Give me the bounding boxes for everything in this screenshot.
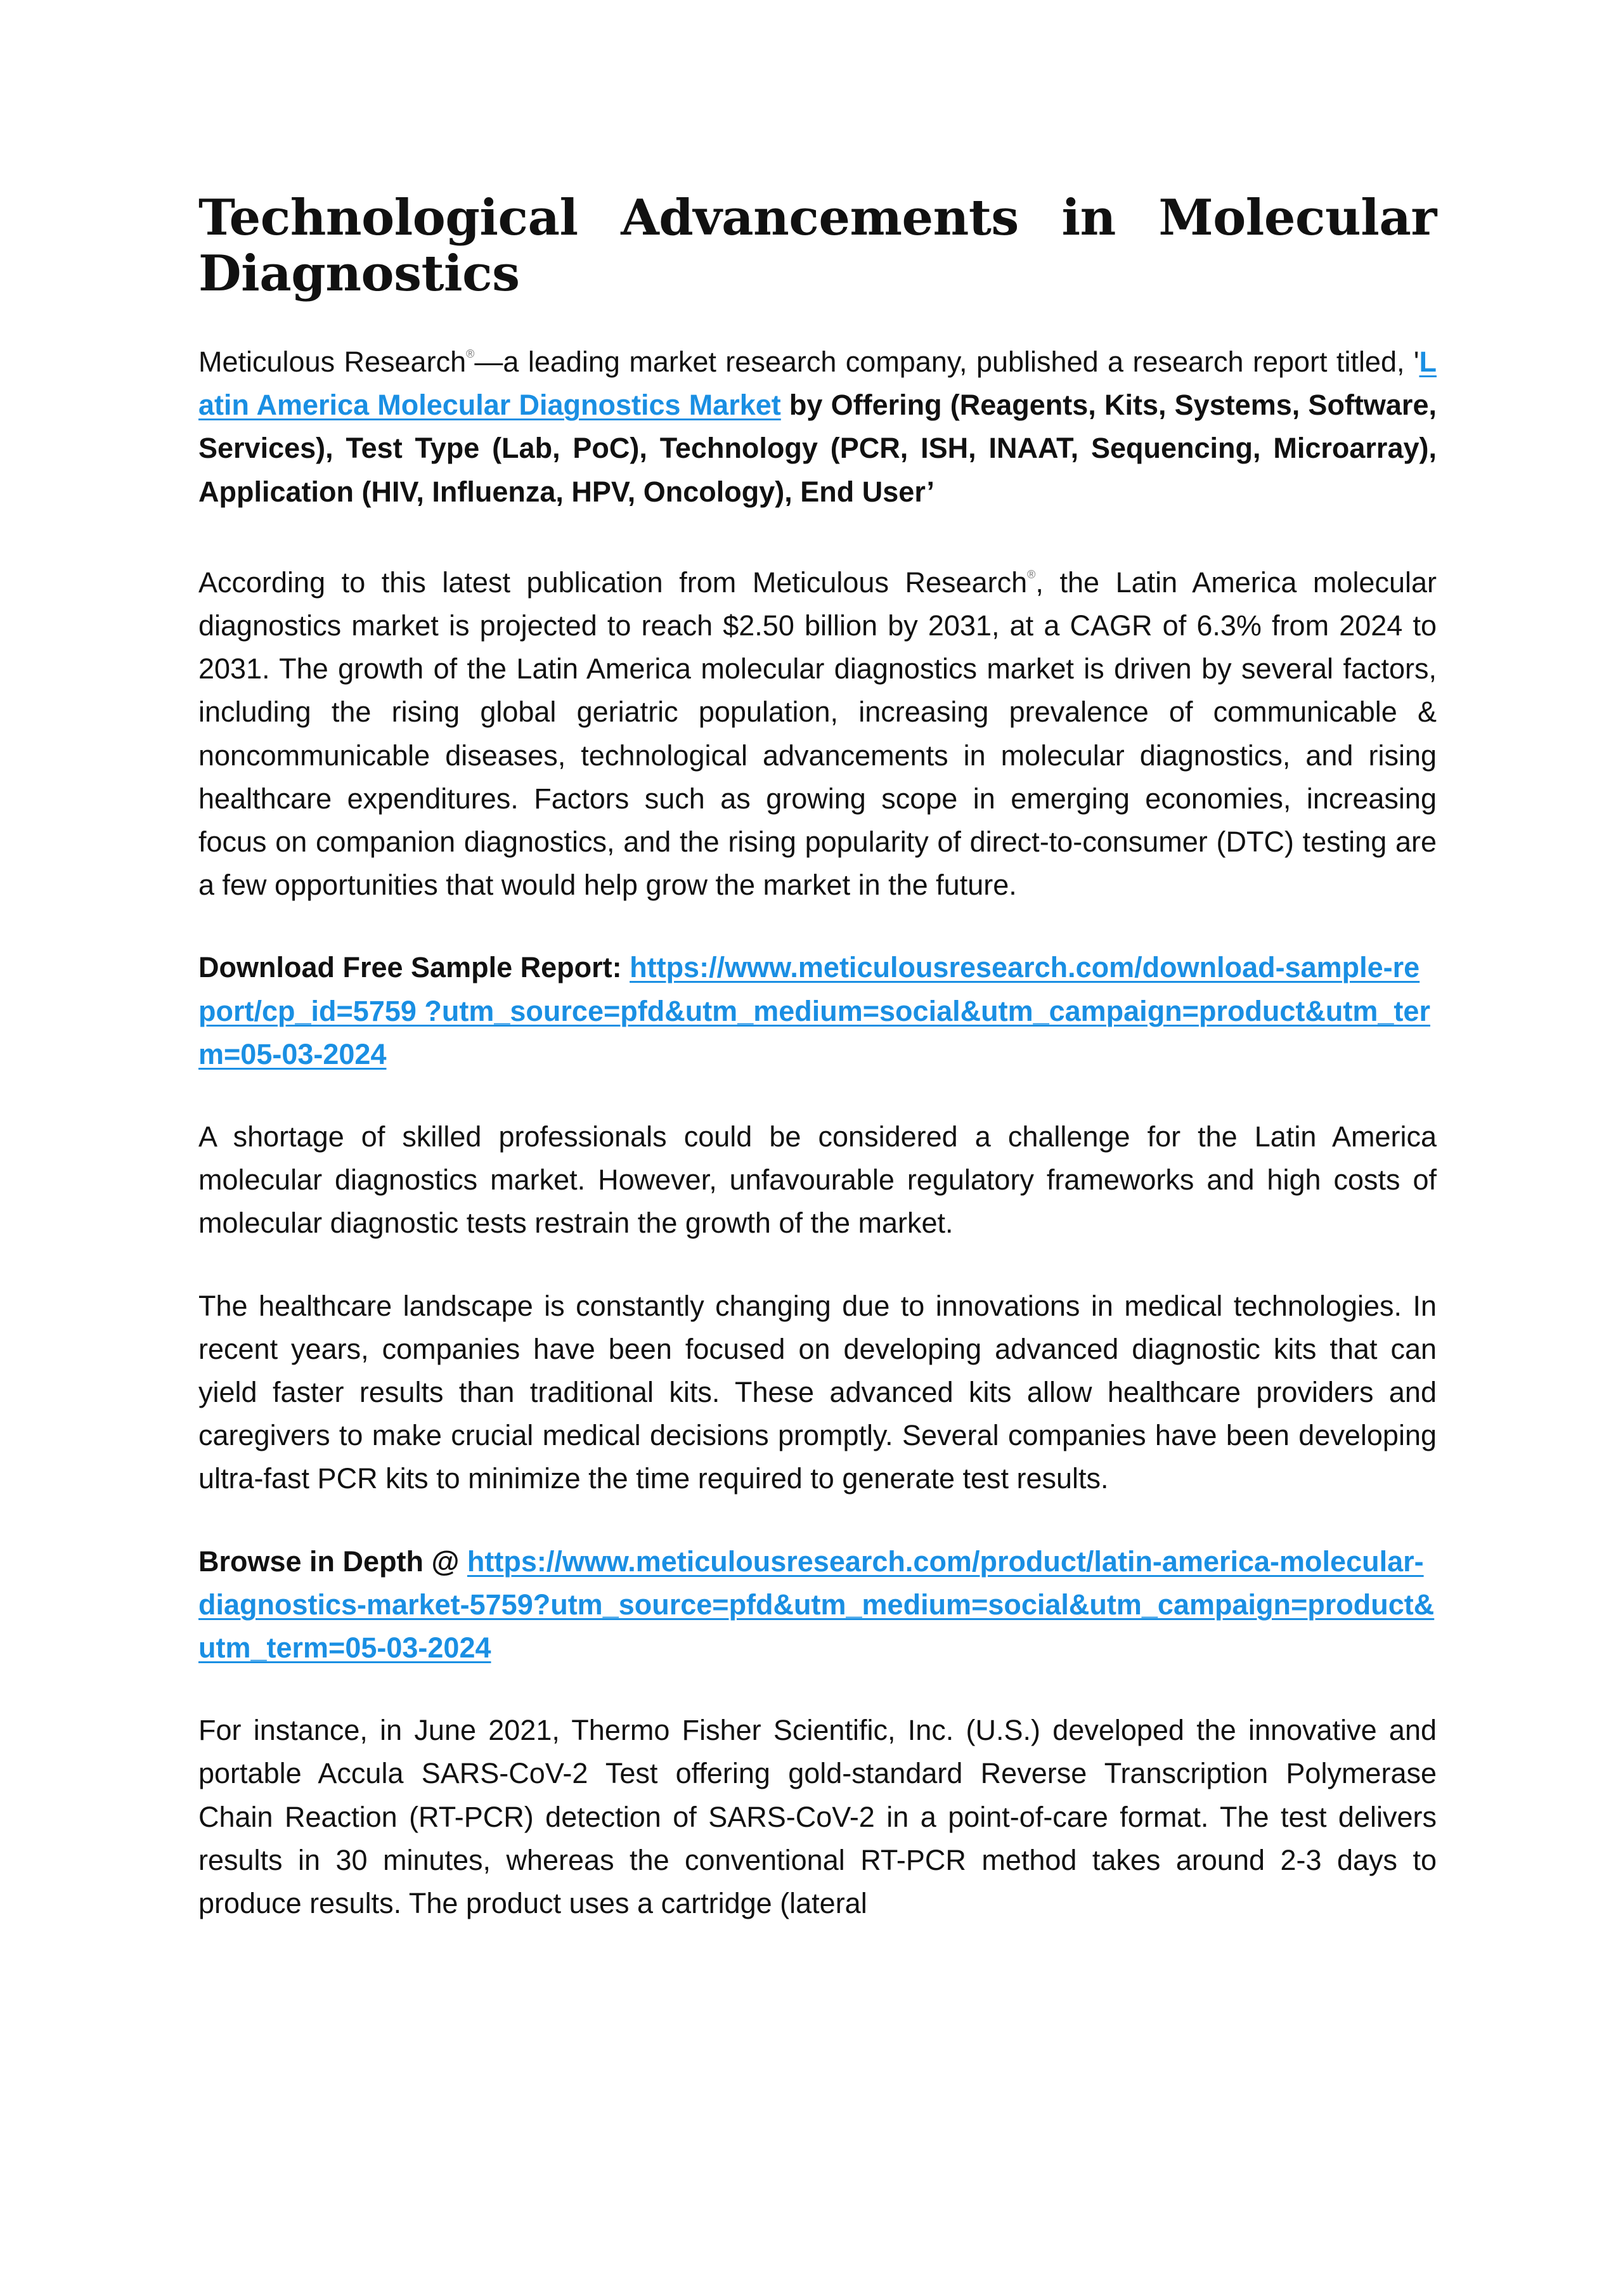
report-title-suffix: by Offering (Reagents, Kits, Systems, Software, Services), Test Type (Lab, PoC), Technology (PCR, ISH, INAAT, Sequencing, Microarray), Application (HIV, Influenza, HPV, Oncology), End User’ [198,389,1437,508]
forecast-text-before: According to this latest publication from Meticulous Research [198,566,1028,599]
registered-mark: ® [466,347,475,360]
browse-in-depth-label: Browse in Depth @ [198,1545,467,1578]
forecast-paragraph [198,553,1437,907]
forecast-text-after: , the Latin America molecular diagnostics market is projected to reach $2.50 billion by 2031, at a CAGR of 6.3% from 2024 to 2031. The growth of the Latin America molecular diagnostics market is driven by several factors, including the rising global geriatric population, increasing prevalence of communicable & noncommunicable diseases, technological advancements in molecular diagnostics, and rising healthcare expenditures. Factors such as growing scope in emerging economies, increasing focus on companion diagnostics, and the rising popularity of direct-to-consumer (DTC) testing are a few opportunities that would help grow the market in the future. [198,566,1437,902]
instance-paragraph: For instance, in June 2021, Thermo Fisher Scientific, Inc. (U.S.) developed the innovative and portable Accula SARS-CoV-2 Test offering gold-standard Reverse Transcription Polymerase Chain Reaction (RT-PCR) detection of SARS-CoV-2 in a point-of-care format. The test delivers results in 30 minutes, whereas the conventional RT-PCR method takes around 2-3 days to produce results. The product uses a cartridge (lateral [198,1714,1437,1920]
browse-in-depth-link[interactable]: https://www.meticulousresearch.com/product/latin-america-molecular-diagnostics-market-5759?utm_source=pfd&utm_medium=social&utm_campaign=product&utm_term=05-03-2024 [198,1545,1435,1664]
page-title [198,190,1437,302]
intro-text-after: —a leading market research company, published a research report titled, ' [474,346,1419,378]
download-sample-label: Download Free Sample Report: [198,951,630,984]
intro-text-before: Meticulous Research [198,346,467,378]
registered-mark: ® [1027,568,1036,581]
challenges-paragraph: A shortage of skilled professionals could be considered a challenge for the Latin America molecular diagnostics market. However, unfavourable regulatory frameworks and high costs of molecular diagnostic tests restrain the growth of the market. [198,1120,1437,1240]
intro-paragraph [198,332,1437,514]
download-sample-paragraph [198,946,1437,1076]
page-title-line-1: Technological Advancements in Molecular [198,189,1437,247]
download-sample-link[interactable]: https://www.meticulousresearch.com/download-sample-report/cp_id=5759 ?utm_source=pfd&utm_medium=social&utm_campaign=product&utm_term=05-03-2024 [198,951,1430,1070]
browse-in-depth-paragraph [198,1540,1437,1670]
page-title-line-2: Diagnostics [198,245,520,302]
landscape-paragraph: The healthcare landscape is constantly changing due to innovations in medical technologies. In recent years, companies have been focused on developing advanced diagnostic kits that can yield faster results than traditional kits. These advanced kits allow healthcare providers and caregivers to make crucial medical decisions promptly. Several companies have been developing ultra-fast PCR kits to minimize the time required to generate test results. [198,1289,1437,1495]
document-page [198,190,1437,1964]
report-title-link[interactable]: Latin America Molecular Diagnostics Market [198,346,1437,422]
